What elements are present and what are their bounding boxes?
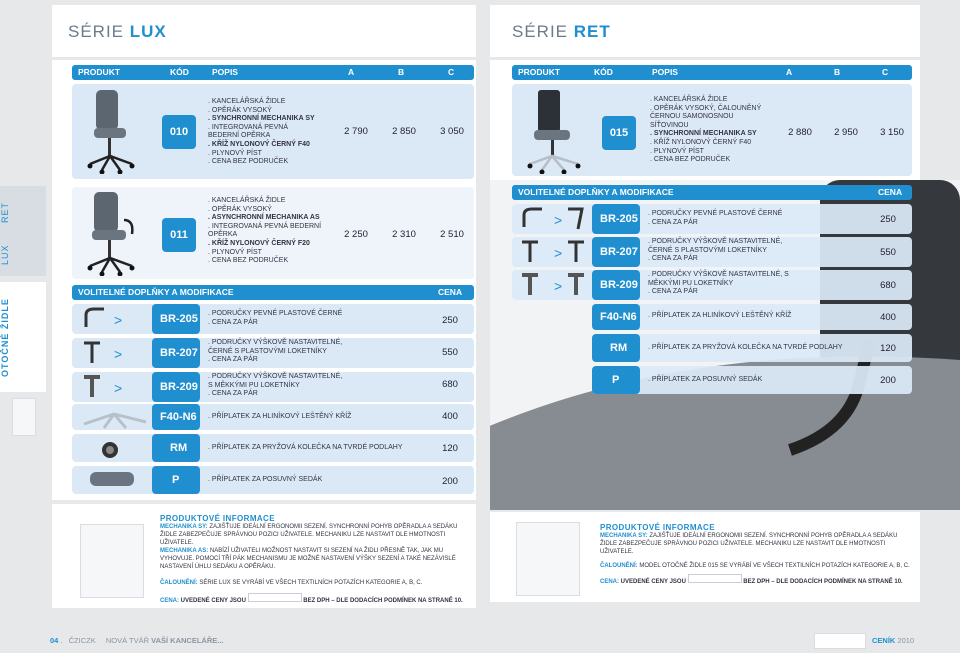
option-code: BR-205: [600, 213, 638, 225]
desc-line: . SYNCHRONNÍ MECHANIKA SY: [208, 115, 320, 124]
info-label: MECHANIKA AS:: [160, 548, 209, 554]
option-description: [208, 476, 408, 485]
option-code: P: [172, 474, 180, 486]
right-info-text: [600, 524, 916, 586]
desc-line: . INTEGROVANÁ PEVNÁ BEDERNÍ OPĚRKA: [208, 124, 320, 141]
svg-text:>: >: [114, 312, 123, 328]
price-a: 2 250: [344, 229, 368, 240]
price-a: 2 880: [788, 127, 812, 138]
footer-sep: .: [60, 636, 63, 645]
aluminium-base-icon: [80, 404, 150, 430]
series-prefix: SÉRIE: [68, 22, 125, 41]
desc-line: . KŘÍŽ NYLONOVÝ ČERNÝ F20: [208, 240, 326, 249]
side-tab-lux[interactable]: LUX: [0, 244, 10, 266]
product-code: 010: [162, 115, 196, 149]
option-description: [648, 210, 798, 227]
option-price: 680: [442, 379, 458, 390]
left-table-header: [72, 65, 474, 80]
desc-line: . KŘÍŽ NYLONOVÝ ČERNÝ F40: [650, 139, 762, 148]
product-code: 015: [602, 116, 636, 150]
desc-line: . INTEGROVANÁ PEVNÁ BEDERNÍ OPĚRKA: [208, 223, 326, 240]
header-kod: KÓD: [594, 67, 613, 77]
series-name: RET: [573, 22, 611, 41]
desc-line: . PODRUČKY PEVNÉ PLASTOVÉ ČERNÉ: [208, 310, 348, 319]
info-text: UVEDENÉ CENY JSOU: [180, 598, 246, 604]
options-header: [512, 185, 912, 200]
desc-line: . PODRUČKY PEVNÉ PLASTOVÉ ČERNÉ: [648, 210, 798, 219]
option-description: [648, 238, 798, 264]
page-number: 04: [50, 636, 59, 645]
options-header-label: VOLITELNÉ DOPLŇKY A MODIFIKACE: [78, 287, 234, 297]
svg-text:>: >: [554, 278, 563, 294]
info-label: ČALOUNĚNÍ:: [600, 563, 638, 569]
header-b: B: [834, 67, 841, 77]
chair-image: [82, 88, 142, 174]
price-c: 2 510: [440, 229, 464, 240]
soft-armrest-icon: [518, 271, 588, 299]
footer-year: 2010: [897, 636, 915, 645]
redacted-box: [248, 593, 302, 602]
desc-line: . CENA ZA PÁR: [208, 319, 348, 328]
option-price: 120: [442, 443, 458, 454]
option-description: [208, 413, 408, 422]
armrest-icon: [518, 205, 588, 233]
left-series-title: [68, 22, 167, 42]
chair-image: [524, 88, 588, 174]
header-a: A: [348, 67, 355, 77]
desc-line: . KANCELÁŘSKÁ ŽIDLE: [650, 96, 762, 105]
right-footer: [872, 636, 914, 645]
price-c: 3 150: [880, 127, 904, 138]
header-c: C: [882, 67, 889, 77]
footer-tagline: NOVÁ TVÁŘ: [105, 636, 150, 645]
option-description: [208, 310, 348, 327]
footer-logo-placeholder: [814, 633, 866, 649]
desc-line: . CENA ZA PÁR: [648, 288, 798, 297]
header-a: A: [786, 67, 793, 77]
desc-line: . KANCELÁŘSKÁ ŽIDLE: [208, 197, 326, 206]
desc-line: . CENA ZA PÁR: [208, 390, 348, 399]
options-header-price: CENA: [438, 287, 463, 297]
desc-line: . CENA BEZ PODRUČEK: [650, 156, 762, 165]
price-b: 2 310: [392, 229, 416, 240]
desc-line: . KŘÍŽ NYLONOVÝ ČERNÝ F40: [208, 141, 320, 150]
chair-image: [82, 190, 144, 276]
option-code: F40-N6: [600, 311, 637, 323]
price-b: 2 850: [392, 126, 416, 137]
footer-label: CENÍK: [872, 636, 896, 645]
option-price: 400: [880, 312, 896, 323]
desc-line: . CENA BEZ PODRUČEK: [208, 257, 326, 266]
option-description: [208, 339, 348, 365]
desc-line: . PODRUČKY VÝŠKOVĚ NASTAVITELNÉ, S MĚKKÝMI PU LOKETNÍKY: [648, 271, 798, 288]
desc-line: . PODRUČKY VÝŠKOVĚ NASTAVITELNÉ, ČERNÉ S PLASTOVÝMI LOKETNÍKY: [208, 339, 348, 356]
desc-line: . PŘÍPLATEK ZA HLINÍKOVÝ LEŠTĚNÝ KŘÍŽ: [208, 413, 408, 422]
desc-line: . SYNCHRONNÍ MECHANIKA SY: [650, 130, 762, 139]
desc-line: . PŘÍPLATEK ZA HLINÍKOVÝ LEŠTĚNÝ KŘÍŽ: [648, 312, 848, 321]
svg-text:>: >: [114, 380, 123, 396]
header-produkt: PRODUKT: [78, 67, 121, 77]
info-text: MODEL OTOČNÉ ŽIDLE 015 SE VYRÁBÍ VE VŠECH TEXTILNÍCH POTAZÍCH KATEGORIE A, B, C.: [639, 563, 910, 569]
option-code: BR-207: [160, 347, 198, 359]
desc-line: . CENA ZA PÁR: [208, 356, 348, 365]
right-series-title: [512, 22, 611, 42]
option-price: 120: [880, 343, 896, 354]
option-code: BR-205: [160, 313, 198, 325]
desc-line: . PLYNOVÝ PÍST: [650, 148, 762, 157]
info-text: BEZ DPH – DLE DODACÍCH PODMÍNEK NA STRANĚ 10.: [743, 579, 903, 585]
info-text: ZAJIŠŤUJE IDEÁLNÍ ERGONOMII SEZENÍ. SYNCHRONNÍ POHYB OPĚRADLA A SEDÁKU ŽIDLE ZABEZPEČUJE SPRÁVNOU POZICI UŽIVATELE. MECHANIKU LZE NASTAVIT DLE HMOTNOSTI UŽIVATELE.: [160, 524, 458, 546]
product-description: [208, 197, 326, 266]
right-page: [480, 0, 960, 653]
desc-line: . PODRUČKY VÝŠKOVĚ NASTAVITELNÉ, ČERNÉ S PLASTOVÝMI LOKETNÍKY: [648, 238, 798, 255]
info-label: CENA:: [160, 598, 179, 604]
soft-armrest-icon: [80, 373, 140, 401]
side-placeholder-box: [12, 398, 36, 436]
option-description: [648, 376, 848, 385]
option-price: 200: [880, 375, 896, 386]
info-label: CENA:: [600, 579, 619, 585]
info-image-placeholder: [80, 524, 144, 598]
option-description: [208, 373, 348, 399]
desc-line: . PŘÍPLATEK ZA POSUVNÝ SEDÁK: [208, 476, 408, 485]
info-label: MECHANIKA SY:: [600, 533, 648, 539]
desc-line: . PODRUČKY VÝŠKOVĚ NASTAVITELNÉ, S MĚKKÝMI PU LOKETNÍKY: [208, 373, 348, 390]
product-description: [208, 98, 320, 167]
price-a: 2 790: [344, 126, 368, 137]
header-produkt: PRODUKT: [518, 67, 561, 77]
option-description: [648, 312, 848, 321]
desc-line: . PŘÍPLATEK ZA POSUVNÝ SEDÁK: [648, 376, 848, 385]
header-b: B: [398, 67, 405, 77]
info-label: MECHANIKA SY:: [160, 524, 208, 530]
desc-line: . PLYNOVÝ PÍST: [208, 249, 326, 258]
option-price: 550: [442, 347, 458, 358]
info-title: PRODUKTOVÉ INFORMACE: [600, 523, 715, 532]
info-text: NABÍZÍ UŽIVATELI MOŽNOST NASTAVIT SI SEZENÍ NA ŽIDLI PŘESNĚ TAK, JAK MU VYHOVUJE. POMOCÍ TŘÍ PÁK MECHANISMU JE MOŽNÉ NASTAVENÍ VÝŠKY SEZENÍ A TAKÉ NEZÁVISLÉ NASTAVENÍ ÚHLU SEDÁKU A OPĚRÁKU.: [160, 548, 456, 570]
desc-line: . OPĚRÁK VYSOKÝ: [208, 107, 320, 116]
desc-line: . PŘÍPLATEK ZA PRYŽOVÁ KOLEČKA NA TVRDÉ PODLAHY: [648, 344, 868, 353]
header-kod: KÓD: [170, 67, 189, 77]
product-code: 011: [162, 218, 196, 252]
header-c: C: [448, 67, 455, 77]
option-code: BR-207: [600, 246, 638, 258]
footer-brand: ČZICZK: [68, 636, 96, 645]
series-prefix: SÉRIE: [512, 22, 569, 41]
option-price: 550: [880, 247, 896, 258]
option-price: 250: [442, 315, 458, 326]
info-image-placeholder: [516, 522, 580, 596]
option-price: 200: [442, 476, 458, 487]
svg-text:>: >: [554, 212, 563, 228]
sliding-seat-icon: [86, 468, 140, 492]
footer-tagline-bold: VAŠÍ KANCELÁŘE...: [151, 636, 224, 645]
info-title: PRODUKTOVÉ INFORMACE: [160, 514, 275, 523]
svg-text:>: >: [554, 245, 563, 261]
desc-line: . KANCELÁŘSKÁ ŽIDLE: [208, 98, 320, 107]
price-b: 2 950: [834, 127, 858, 138]
options-header-price: CENA: [878, 187, 903, 197]
info-text: UVEDENÉ CENY JSOU: [620, 579, 686, 585]
castor-icon: [98, 436, 122, 460]
svg-text:>: >: [114, 346, 123, 362]
option-description: [648, 344, 868, 353]
product-description: [650, 96, 762, 165]
left-footer: [50, 636, 224, 645]
redacted-box: [688, 574, 742, 583]
option-code: P: [612, 374, 620, 386]
options-header: [72, 285, 474, 300]
price-c: 3 050: [440, 126, 464, 137]
adjustable-armrest-icon: [518, 238, 588, 266]
desc-line: . PŘÍPLATEK ZA PRYŽOVÁ KOLEČKA NA TVRDÉ PODLAHY: [208, 444, 428, 453]
info-text: ZAJIŠŤUJE IDEÁLNÍ ERGONOMII SEZENÍ. SYNCHRONNÍ POHYB OPĚRADLA A SEDÁKU ŽIDLE ZABEZPEČUJE SPRÁVNOU POZICI UŽIVATELE. MECHANIKU LZE NASTAVIT DLE HMOTNOSTI UŽIVATELE.: [600, 533, 898, 555]
series-name: LUX: [129, 22, 167, 41]
option-code: BR-209: [160, 381, 198, 393]
option-code: F40-N6: [160, 411, 197, 423]
option-code: RM: [610, 342, 628, 354]
info-text: BEZ DPH – DLE DODACÍCH PODMÍNEK NA STRANĚ 10.: [303, 598, 463, 604]
info-label: ČALOUNĚNÍ:: [160, 580, 198, 586]
desc-line: . OPĚRÁK VYSOKÝ, ČALOUNĚNÝ ČERNOU SAMONOSNOU SÍŤOVINOU: [650, 105, 762, 131]
desc-line: . CENA BEZ PODRUČEK: [208, 158, 320, 167]
right-table-header: [512, 65, 912, 80]
option-price: 680: [880, 280, 896, 291]
info-text: SÉRIE LUX SE VYRÁBÍ VE VŠECH TEXTILNÍCH POTAZÍCH KATEGORIE A, B, C.: [199, 580, 423, 586]
side-tab-ret[interactable]: RET: [0, 202, 10, 224]
side-tab-otocne-zidle[interactable]: OTOČNÉ ŽIDLE: [0, 298, 10, 377]
header-popis: POPIS: [212, 67, 238, 77]
option-price: 400: [442, 411, 458, 422]
desc-line: . CENA ZA PÁR: [648, 219, 798, 228]
option-description: [648, 271, 798, 297]
adjustable-armrest-icon: [80, 339, 140, 367]
armrest-icon: [80, 305, 140, 333]
header-popis: POPIS: [652, 67, 678, 77]
options-header-label: VOLITELNÉ DOPLŇKY A MODIFIKACE: [518, 187, 674, 197]
desc-line: . OPĚRÁK VYSOKÝ: [208, 206, 326, 215]
option-price: 250: [880, 214, 896, 225]
desc-line: . PLYNOVÝ PÍST: [208, 150, 320, 159]
option-description: [208, 444, 428, 453]
option-code: RM: [170, 442, 188, 454]
desc-line: . CENA ZA PÁR: [648, 255, 798, 264]
left-info-text: [160, 515, 466, 605]
desc-line: . ASYNCHRONNÍ MECHANIKA AS: [208, 214, 326, 223]
option-code: BR-209: [600, 279, 638, 291]
